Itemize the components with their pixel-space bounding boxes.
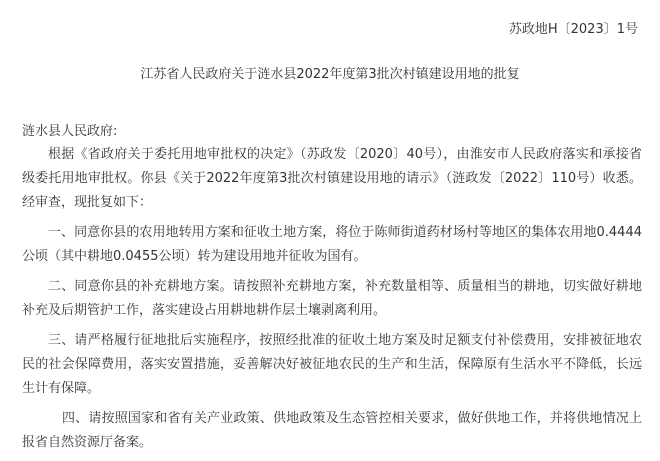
paragraph-item-2: 二、同意你县的补充耕地方案。请按照补充耕地方案，补充数量相等、质量相当的耕地，切实做好耕地补充及后期管护工作，落实建设占用耕地耕作层土壤剥离利用。 — [22, 279, 642, 318]
paragraph-preamble: 根据《省政府关于委托用地审批权的决定》（苏政发〔2020〕40号），由淮安市人民政府落实和承接省级委托用地审批权。你县《关于2022年度第3批次村镇建设用地的请示》（涟政发〔2022〕110号）收悉。经审查，现批复如下： — [22, 147, 642, 210]
document-body — [22, 143, 642, 461]
document-title: 江苏省人民政府关于涟水县2022年度第3批次村镇建设用地的批复 — [140, 67, 520, 82]
paragraph-item-1: 一、同意你县的农用地转用方案和征收土地方案，将位于陈师街道药材场村等地区的集体农用地0.4444公顷（其中耕地0.0455公顷）转为建设用地并征收为国有。 — [22, 225, 642, 264]
addressee: 涟水县人民政府: — [22, 124, 118, 139]
document-number: 苏政地H〔2023〕1号 — [508, 22, 638, 37]
paragraph-item-3: 三、请严格履行征地批后实施程序，按照经批准的征收土地方案及时足额支付补偿费用，安排被征地农民的社会保障费用，落实安置措施，妥善解决好被征地农民的生产和生活，保障原有生活水平不降低，长远生计有保障。 — [22, 333, 642, 396]
paragraph-item-4: 四、请按照国家和省有关产业政策、供地政策及生态管控相关要求，做好供地工作，并将供地情况上报省自然资源厅备案。 — [22, 411, 642, 450]
